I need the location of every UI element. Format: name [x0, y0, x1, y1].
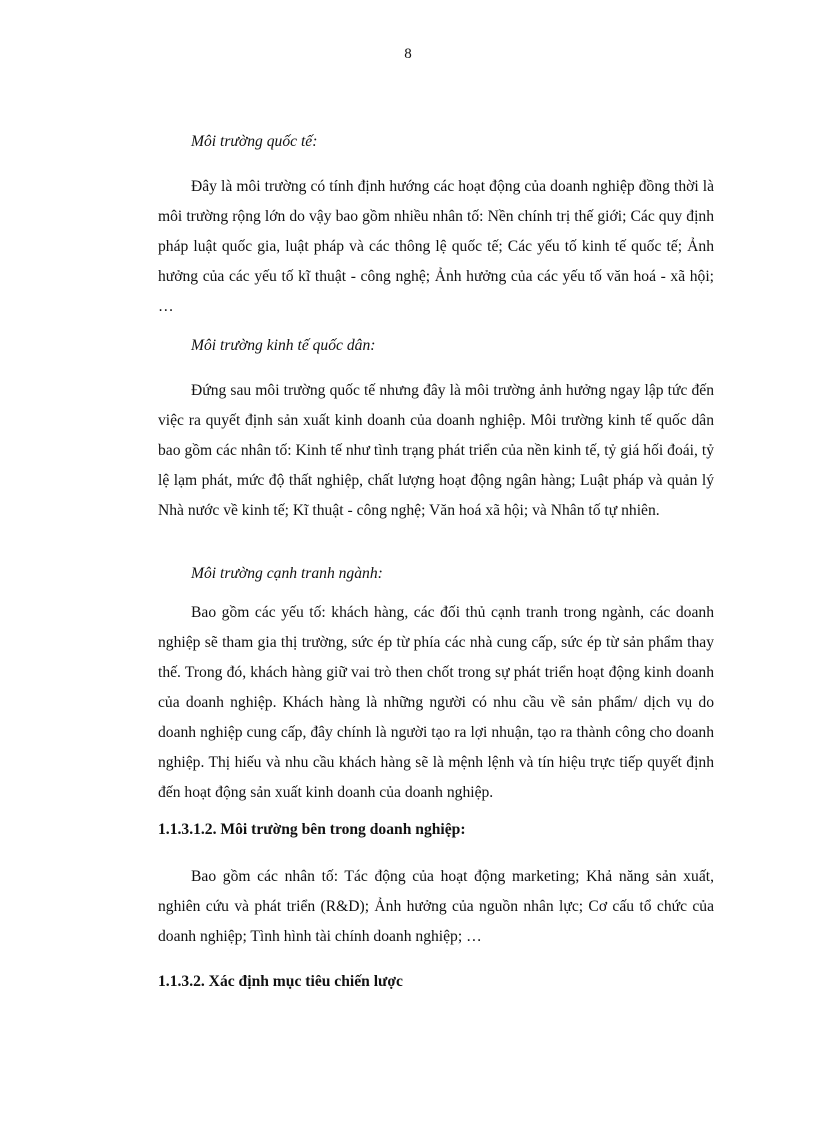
- heading-strategic-objectives: 1.1.3.2. Xác định mục tiêu chiến lược: [158, 973, 403, 990]
- heading-industry-competition-environment: Môi trường cạnh tranh ngành:: [191, 565, 383, 582]
- heading-national-economic-environment: Môi trường kinh tế quốc dân:: [191, 337, 376, 354]
- paragraph-industry-competition-environment: Bao gồm các yếu tố: khách hàng, các đối thủ cạnh tranh trong ngành, các doanh nghiệp sẽ tham gia thị trường, sức ép từ phía các nhà cung cấp, sức ép từ sản phẩm thay thế. Trong đó, khách hàng giữ vai trò then chốt trong sự phát triển hoạt động kinh doanh của doanh nghiệp. Khách hàng là những người có nhu cầu về sản phẩm/ dịch vụ do doanh nghiệp cung cấp, đây chính là người tạo ra lợi nhuận, tạo ra thành công cho doanh nghiệp. Thị hiếu và nhu cầu khách hàng sẽ là mệnh lệnh và tín hiệu trực tiếp quyết định đến hoạt động sản xuất kinh doanh của doanh nghiệp.: [158, 604, 714, 801]
- heading-internal-environment: 1.1.3.1.2. Môi trường bên trong doanh nghiệp:: [158, 821, 466, 838]
- paragraph-national-economic-environment: Đứng sau môi trường quốc tế nhưng đây là môi trường ảnh hưởng ngay lập tức đến việc ra quyết định sản xuất kinh doanh của doanh nghiệp. Môi trường kinh tế quốc dân bao gồm các nhân tố: Kinh tế như tình trạng phát triển của nền kinh tế, tỷ giá hối đoái, tỷ lệ lạm phát, mức độ thất nghiệp, chất lượng hoạt động ngân hàng; Luật pháp và quản lý Nhà nước về kinh tế; Kĩ thuật - công nghệ; Văn hoá xã hội; và Nhân tố tự nhiên.: [158, 382, 714, 519]
- heading-international-environment: Môi trường quốc tế:: [191, 133, 318, 150]
- page-number: 8: [404, 46, 412, 62]
- paragraph-international-environment: Đây là môi trường có tính định hướng các hoạt động của doanh nghiệp đồng thời là môi trường rộng lớn do vậy bao gồm nhiều nhân tố: Nền chính trị thế giới; Các quy định pháp luật quốc gia, luật pháp và các thông lệ quốc tế; Các yếu tố kinh tế quốc tế; Ảnh hưởng của các yếu tố kĩ thuật - công nghệ; Ảnh hưởng của các yếu tố văn hoá - xã hội; …: [158, 178, 714, 315]
- paragraph-internal-environment: Bao gồm các nhân tố: Tác động của hoạt động marketing; Khả năng sản xuất, nghiên cứu và phát triển (R&D); Ảnh hưởng của nguồn nhân lực; Cơ cấu tổ chức của doanh nghiệp; Tình hình tài chính doanh nghiệp; …: [158, 868, 714, 945]
